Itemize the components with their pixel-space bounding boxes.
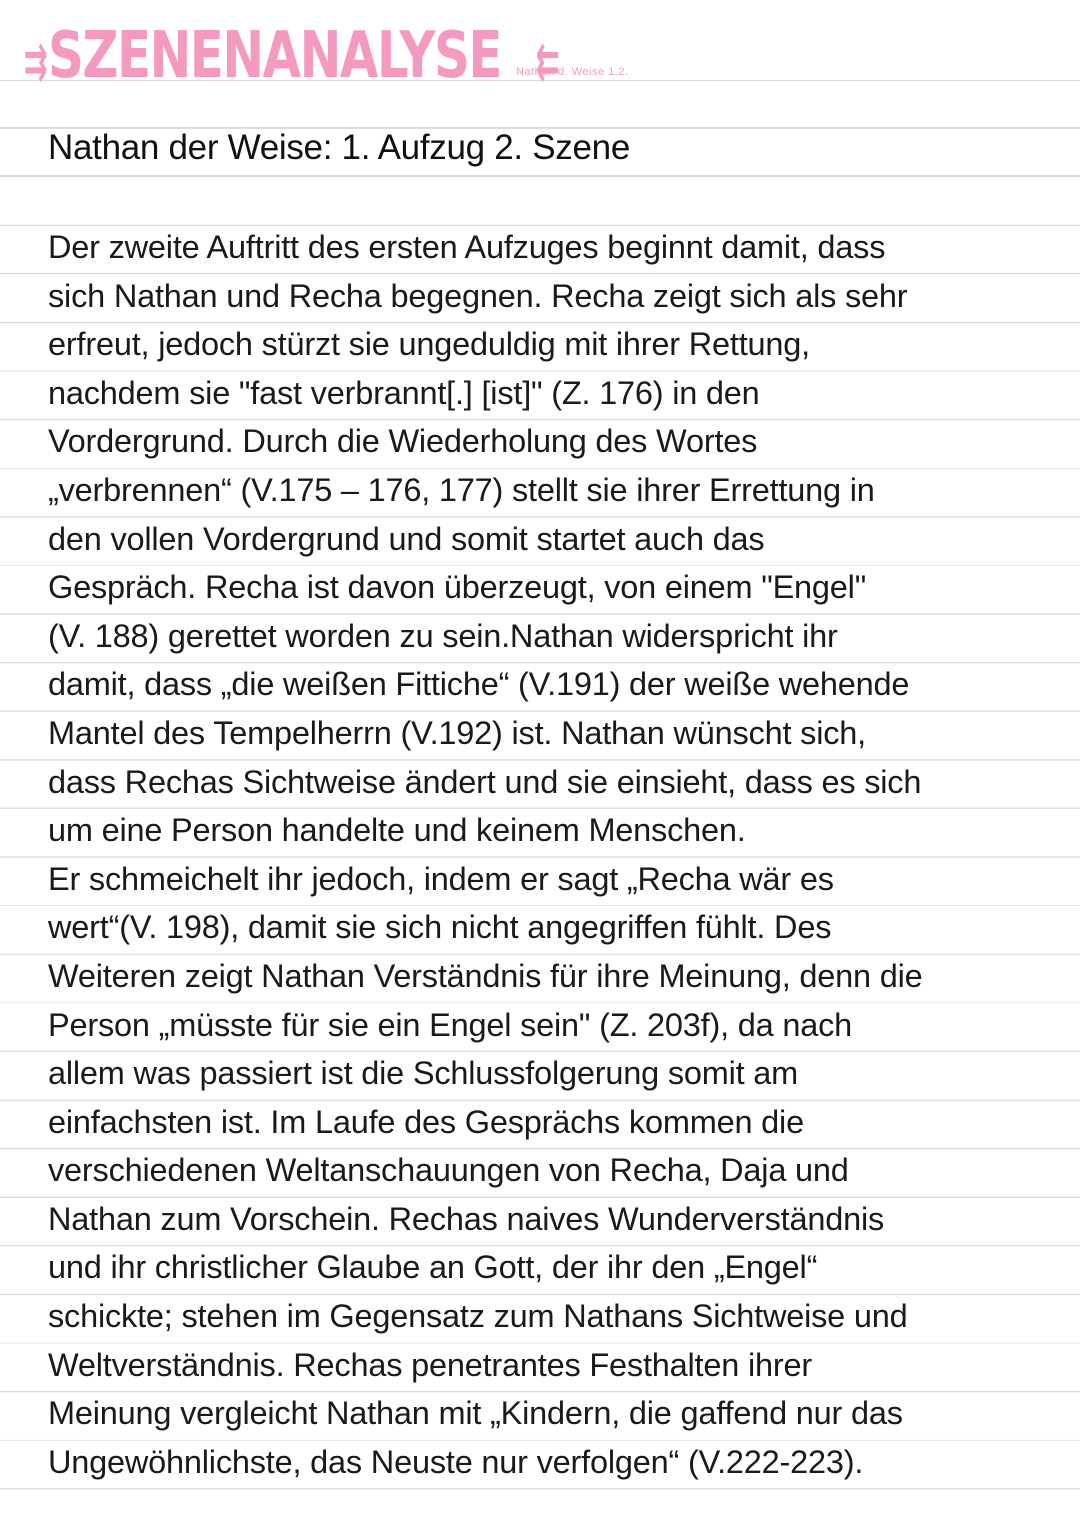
title-subnote: Nathan d. Weise 1.2. bbox=[516, 66, 629, 78]
body-line: Der zweite Auftritt des ersten Aufzuges beginnt damit, dass bbox=[48, 229, 886, 265]
header-divider bbox=[0, 175, 1080, 176]
body-line: allem was passiert ist die Schlussfolgerung somit am bbox=[48, 1055, 799, 1092]
page-title-text: SZENENANALYSE bbox=[47, 19, 501, 93]
scene-heading: Nathan der Weise: 1. Aufzug 2. Szene bbox=[48, 128, 630, 167]
body-line: (V. 188) gerettet worden zu sein.Nathan widerspricht ihr bbox=[48, 617, 838, 654]
body-line: Weiteren zeigt Nathan Verständnis für ihre Meinung, denn die bbox=[48, 957, 923, 994]
body-line: einfachsten ist. Im Laufe des Gesprächs kommen die bbox=[48, 1103, 804, 1140]
body-line: damit, dass „die weißen Fittiche“ (V.191) der weiße wehende bbox=[48, 666, 910, 703]
body-line: schickte; stehen im Gegensatz zum Nathans Sichtweise und bbox=[48, 1298, 908, 1335]
body-line: dass Rechas Sichtweise ändert und sie einsieht, dass es sich bbox=[48, 763, 922, 800]
body-line: sich Nathan und Recha begegnen. Recha zeigt sich als sehr bbox=[48, 277, 908, 314]
body-line: erfreut, jedoch stürzt sie ungeduldig mit ihrer Rettung, bbox=[48, 326, 810, 363]
body-line: „verbrennen“ (V.175 – 176, 177) stellt sie ihrer Errettung in bbox=[48, 471, 875, 508]
body-line: Person „müsste für sie ein Engel sein" (Z. 203f), da nach bbox=[48, 1006, 853, 1043]
body-line: Mantel des Tempelherrn (V.192) ist. Nathan wünscht sich, bbox=[48, 714, 866, 751]
body-line: verschiedenen Weltanschauungen von Recha, Daja und bbox=[48, 1152, 849, 1189]
body-line: nachdem sie "fast verbrannt[.] [ist]" (Z. 176) in den bbox=[48, 374, 760, 411]
body-line: Er schmeichelt ihr jedoch, indem er sagt „Recha wär es bbox=[48, 860, 834, 897]
body-line: Gespräch. Recha ist davon überzeugt, von einem "Engel" bbox=[48, 569, 867, 606]
body-line: um eine Person handelte und keinem Menschen. bbox=[48, 812, 746, 849]
body-text bbox=[48, 223, 1048, 1486]
body-line: Vordergrund. Durch die Wiederholung des Wortes bbox=[48, 423, 758, 460]
body-line: und ihr christlicher Glaube an Gott, der ihr den „Engel“ bbox=[48, 1249, 818, 1286]
body-line: Ungewöhnlichste, das Neuste nur verfolgen“ (V.222-223). bbox=[48, 1443, 864, 1480]
body-line: Meinung vergleicht Nathan mit „Kindern, die gaffend nur das bbox=[48, 1395, 903, 1432]
body-line: Nathan zum Vorschein. Rechas naives Wunderverständnis bbox=[48, 1200, 885, 1237]
body-line: Weltverständnis. Rechas penetrantes Festhalten ihrer bbox=[48, 1346, 812, 1383]
page-title bbox=[14, 4, 570, 93]
body-line: wert“(V. 198), damit sie sich nicht angegriffen fühlt. Des bbox=[48, 909, 832, 946]
body-line: den vollen Vordergrund und somit startet auch das bbox=[48, 520, 765, 557]
arrow-left-icon: ⇇ bbox=[536, 32, 561, 92]
arrow-right-icon: ⇉ bbox=[23, 32, 48, 92]
